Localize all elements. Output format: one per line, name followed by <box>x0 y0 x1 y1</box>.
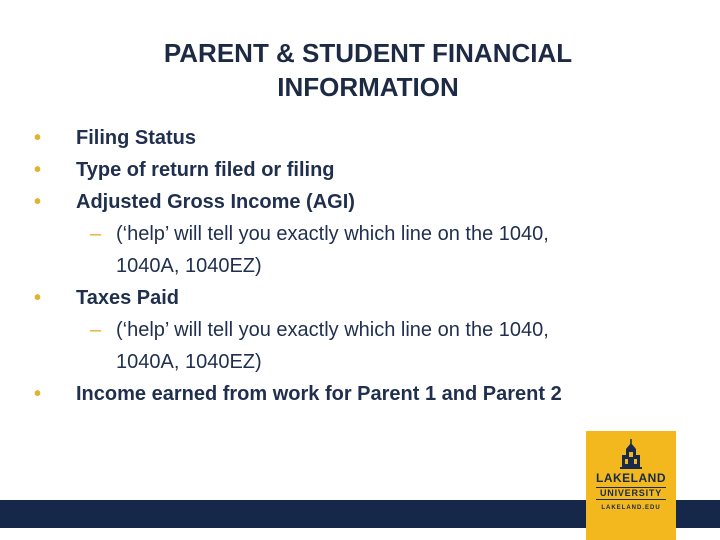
sub-bullet-agi-help-line2: 1040A, 1040EZ) <box>116 255 262 277</box>
bullet-taxes-paid: • Taxes Paid <box>34 282 694 314</box>
bullet-list <box>34 122 694 410</box>
sub-bullet-agi-help-line1: (‘help’ will tell you exactly which line on the 1040, <box>116 223 549 245</box>
logo-url: LAKELAND.EDU <box>601 505 661 511</box>
slide-title <box>90 36 646 104</box>
sub-bullet-taxes-help-line1: (‘help’ will tell you exactly which line on the 1040, <box>116 319 549 341</box>
logo-subtitle: UNIVERSITY <box>596 487 666 500</box>
bullet-agi: • Adjusted Gross Income (AGI) <box>34 186 694 218</box>
lakeland-university-logo <box>586 431 676 540</box>
sub-bullet-taxes-help-line2: 1040A, 1040EZ) <box>116 351 262 373</box>
bullet-return-type: • Type of return filed or filing <box>34 154 694 186</box>
logo-name: LAKELAND <box>596 471 666 485</box>
sub-bullet-taxes-help <box>34 314 694 378</box>
sub-bullet-agi-help <box>34 218 694 282</box>
bullet-filing-status: • Filing Status <box>34 122 694 154</box>
tower-icon <box>618 439 644 469</box>
title-line-1: PARENT & STUDENT FINANCIAL <box>163 38 573 68</box>
bullet-income-earned: • Income earned from work for Parent 1 and Parent 2 <box>34 378 694 410</box>
title-line-2: INFORMATION <box>277 72 459 102</box>
